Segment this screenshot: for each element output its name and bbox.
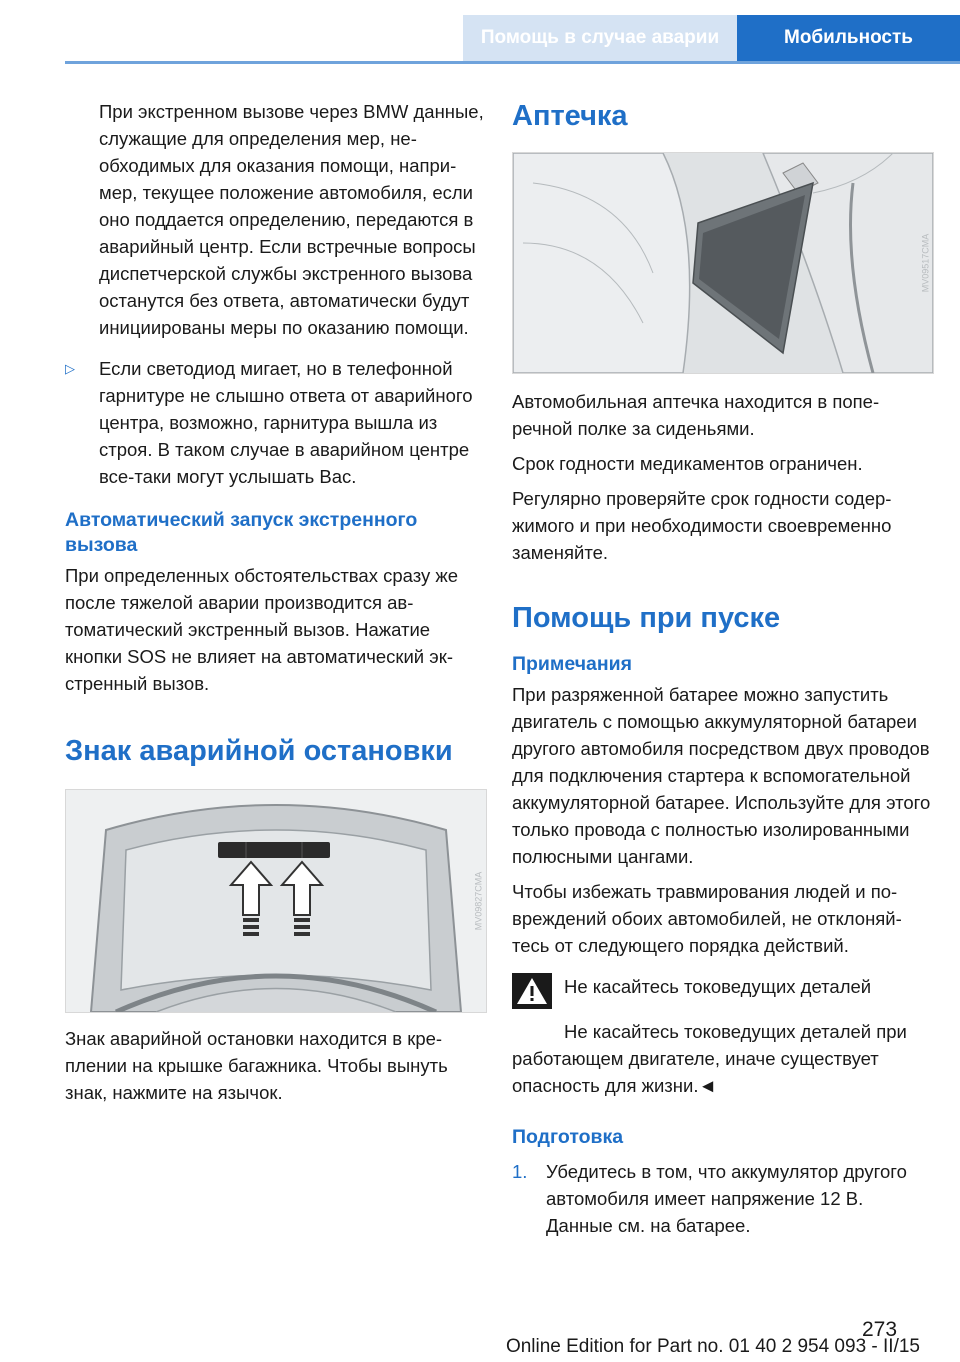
- first-aid-location-paragraph: Автомобильная аптечка находится в поперечной полке за сиденьями.: [512, 391, 880, 439]
- first-aid-kit-illustration: [513, 153, 933, 373]
- warning-sign-paragraph: Знак аварийной остановки находится в креплении на крышке багажника. Чтобы вынуть знак, нажмите на язычок.: [65, 1028, 448, 1103]
- first-aid-check-paragraph: Регулярно проверяйте срок годности содержимого и при необходимости своевременно заменяйте.: [512, 488, 892, 563]
- warning-title: Не касайтесь токоведущих деталей: [564, 976, 872, 997]
- bullet-text: Если светодиод мигает, но в телефонной гарнитуре не слышно ответа от аварийного центра, возможно, гарнитура вышла из строя. В таком случае в аварийном центре все-таки могут услышать Вас.: [99, 358, 473, 487]
- heading-jump-start: Помощь при пуске: [512, 602, 781, 634]
- heading-preparation: Подготовка: [512, 1126, 624, 1148]
- warning-block: [512, 973, 932, 1014]
- first-aid-figure: [512, 152, 934, 374]
- bullet-triangle-icon: ▷: [65, 361, 75, 376]
- heading-warning-sign: Знак аварийной остановки: [65, 735, 453, 767]
- header-section-tab[interactable]: Помощь в случае аварии: [463, 15, 737, 61]
- first-aid-expiry-paragraph: Срок годности медикаментов ограничен.: [512, 453, 863, 474]
- trunk-lid-illustration: [66, 790, 486, 1012]
- auto-call-paragraph: При определенных обстоятельствах сразу же после тяжелой аварии производится автоматический экстренный вызов. Нажатие кнопки SOS не влияет на автоматический экстренный вызов.: [65, 565, 459, 694]
- warning-sign-figure: [65, 789, 487, 1013]
- notes-paragraph-1: При разряженной батарее можно запустить двигатель с помощью аккумуляторной батареи другого автомобиля посредством двух проводов для подключения стартера к вспомогательной аккумуляторной батарее. Используйте для этого только провода с полностью изолированными полюсными цангами.: [512, 684, 931, 867]
- footer-edition: Online Edition for Part no. 01 40 2 954 093 - II/15: [505, 1336, 920, 1357]
- step-text: Убедитесь в том, что аккумулятор другого автомобиля имеет напряжение 12 В. Данные см. на батарее.: [546, 1161, 907, 1236]
- left-column: [65, 98, 485, 1106]
- list-item: [512, 1158, 932, 1239]
- bullet-item: [65, 355, 485, 490]
- notes-paragraph-2: Чтобы избежать травмирования людей и повреждений обоих автомобилей, не отклоняйтесь от следующего порядка действий.: [512, 881, 902, 956]
- figure-code: MV09517CMA: [920, 233, 931, 293]
- header-chapter-tab[interactable]: Мобильность: [737, 15, 960, 61]
- emergency-call-paragraph: При экстренном вызове через BMW данные, служащие для определения мер, необходимых для оказания помощи, например, текущее положение автомобиля, если оно поддается определению, передаются в аварийный центр. Если встречные вопросы диспетчерской службы экстренного вызова останутся без ответа, автоматически будут инициированы меры по оказанию помощи.: [99, 101, 484, 338]
- header-rule: [65, 61, 960, 64]
- warning-triangle-icon: [512, 973, 564, 1014]
- warning-text: Не касайтесь токоведущих деталей при работающем двигателе, иначе существует опасность для жизни.◄: [512, 1021, 907, 1096]
- right-column: [512, 98, 932, 1239]
- figure-code: MV09827CMA: [473, 871, 484, 931]
- heading-auto-call: Автоматический запуск экстренного вызова: [65, 509, 418, 556]
- step-number: 1.: [512, 1161, 528, 1182]
- heading-notes: Примечания: [512, 653, 633, 675]
- page-number: 273: [862, 1318, 898, 1341]
- heading-first-aid: Аптечка: [512, 100, 628, 132]
